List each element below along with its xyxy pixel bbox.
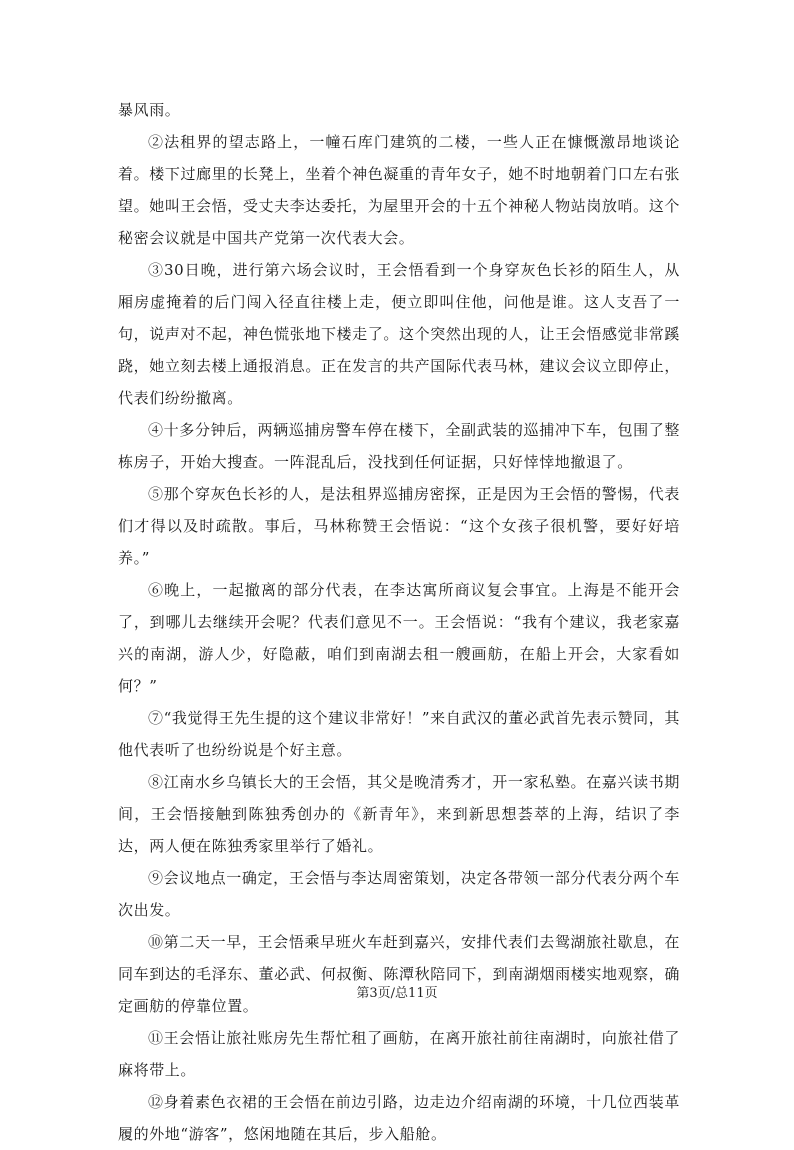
page-number: 第3页/总11页 [356,986,438,1001]
paragraph-2: ②法租界的望志路上，一幢石库门建筑的二楼，一些人正在慷慨激昂地谈论着。楼下过廊里的长凳上，坐着个神色凝重的青年女子，她不时地朝着门口左右张望。她叫王会悟，受丈夫李达委托，为屋里开会的十五个神秘人物站岗放哨。这个秘密会议就是中国共产党第一次代表大会。 [118,133,680,247]
paragraph-10: ⑩第二天一早，王会悟乘早班火车赶到嘉兴，安排代表们去鸳湖旅社歇息，在同车到达的毛泽东、董必武、何叔衡、陈潭秋陪同下，到南湖烟雨楼实地观察，确定画舫的停靠位置。 [118,933,680,1015]
paragraph-7: ⑦“我觉得王先生提的这个建议非常好！”来自武汉的董必武首先表示赞同，其他代表听了也纷纷说是个好主意。 [118,709,680,759]
paragraph-11: ⑪王会悟让旅社账房先生帮忙租了画舫，在离开旅社前往南湖时，向旅社借了麻将带上。 [118,1029,680,1079]
paragraph-5: ⑤那个穿灰色长衫的人，是法租界巡捕房密探，正是因为王会悟的警惕，代表们才得以及时疏散。事后，马林称赞王会悟说：“这个女孩子很机警，要好好培养。” [118,485,680,567]
paragraph-4: ④十多分钟后，两辆巡捕房警车停在楼下，全副武装的巡捕冲下车，包围了整栋房子，开始大搜查。一阵混乱后，没找到任何证据，只好悻悻地撤退了。 [118,421,680,471]
paragraph-3: ③30日晚，进行第六场会议时，王会悟看到一个身穿灰色长衫的陌生人，从厢房虚掩着的后门闯入径直往楼上走，便立即叫住他，问他是谁。这人支吾了一句，说声对不起，神色慌张地下楼走了。这个突然出现的人，让王会悟感觉非常蹊跷，她立刻去楼上通报消息。正在发言的共产国际代表马林，建议会议立即停止，代表们纷纷撤离。 [118,261,680,407]
paragraph-9: ⑨会议地点一确定，王会悟与李达周密策划，决定各带领一部分代表分两个车次出发。 [118,869,680,919]
paragraph-6: ⑥晚上，一起撤离的部分代表，在李达寓所商议复会事宜。上海是不能开会了，到哪儿去继续开会呢？代表们意见不一。王会悟说：“我有个建议，我老家嘉兴的南湖，游人少，好隐蔽，咱们到南湖去租一艘画舫，在船上开会，大家看如何？” [118,581,680,695]
paragraph-12: ⑫身着素色衣裙的王会悟在前边引路，边走边介绍南湖的环境，十几位西装革履的外地“游客”，悠闲地随在其后，步入船舱。 [118,1093,680,1143]
paragraph-continuation: 暴风雨。 [118,101,181,119]
paragraph-8: ⑧江南水乡乌镇长大的王会悟，其父是晚清秀才，开一家私塾。在嘉兴读书期间，王会悟接触到陈独秀创办的《新青年》，来到新思想荟萃的上海，结识了李达，两人便在陈独秀家里举行了婚礼。 [118,773,680,855]
